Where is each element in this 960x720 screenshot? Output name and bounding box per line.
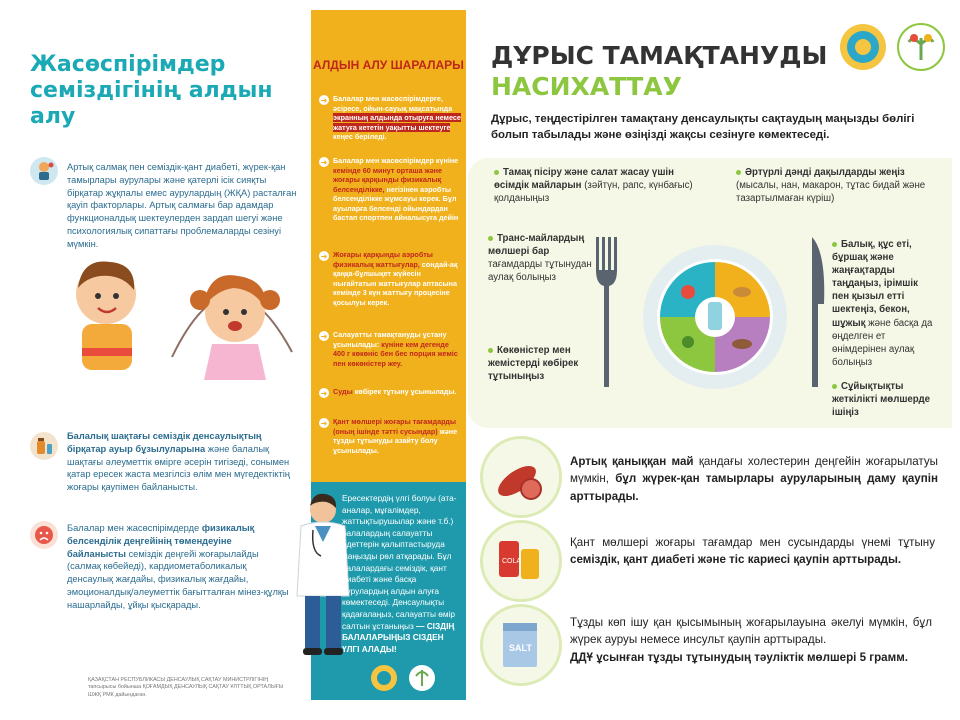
risk-item [480, 436, 950, 518]
nutrition-tip-bold: Сұйықтықты жеткілікті мөлшерде ішіңіз [832, 381, 931, 419]
prevention-item [319, 156, 462, 223]
risk-text [570, 453, 938, 505]
risk-text-a: Қант мөлшері жоғары тағамдар мен сусындарды үнемі тұтыну [570, 536, 935, 549]
kazakhstan-emblem-icon [838, 22, 888, 72]
risk-item [480, 520, 950, 602]
nutrition-tip [494, 166, 704, 205]
prevention-item-text [333, 94, 462, 142]
left-paragraph-3-rest: семіздік деңгейі жоғарылайды (салмақ көбейеді), кардиометаболикалық денсаулық жағдайы, физикалық жағдайы, эмоционалдық/әлеуметтік бағытталған мінез-құлқы нашарлайды, ұйқы қысқарады. [67, 548, 289, 610]
nutrition-tip [832, 380, 937, 419]
left-title: Жасөспірімдер семіздігінің алдын алу [30, 52, 273, 129]
arrow-right-icon: ➜ [320, 157, 328, 167]
prevention-item-text-b: көбірек тұтыну ұсынылады. [352, 387, 457, 396]
arrow-right-icon: ➜ [320, 251, 328, 261]
left-paragraph-2-rest: және балалық шақтағы әлеуметтік өмірге әсерін тигізеді, сонымен қатар ересек жаста мезгілсіз өлім мен мүгедектіктің жоғары қаупімен байланысты. [67, 443, 290, 493]
sad-face-icon [30, 521, 58, 549]
left-paragraph-2 [67, 430, 303, 494]
left-paragraph-3 [67, 522, 289, 612]
nutrition-tip-bold: Тамақ пісіру және салат жасау үшін өсімдік майларын [494, 167, 674, 192]
prevention-panel [311, 10, 466, 482]
bullet-icon [736, 170, 741, 175]
bread-icon [733, 287, 751, 297]
left-paragraph-3-start: Балалар мен жасөспірімдерде [67, 523, 202, 533]
prevention-item-text-highlight: Жоғары қарқынды аэробты физикалық жаттығулар, [333, 250, 433, 269]
prevention-item-text-highlight: кемінде 60 минут орташа және жоғары қарқынды физикалық белсенділікке, [333, 165, 443, 194]
risk-item [480, 604, 950, 686]
left-paragraph-2-bold: Балалық шақтағы семіздік денсаулықтың бірқатар ауыр бұзылуларына [67, 431, 262, 454]
cola-label: COLA [502, 558, 522, 565]
role-model-slogan: — СІЗДІҢ БАЛАЛАРЫҢЫЗ СІЗДЕН ҮЛГІ АЛАДЫ! [342, 620, 455, 654]
prevention-title: АЛДЫН АЛУ ШАРАЛАРЫ [313, 58, 464, 72]
kazakhstan-emblem-icon [370, 664, 398, 692]
header-logos [838, 22, 946, 78]
bullet-icon [488, 236, 493, 241]
healthy-plate-illustration [590, 232, 840, 392]
prevention-item-text-highlight: Қант мөлшері жоғары тағамдарды (оның ішінде тәтті сусындар) [333, 417, 457, 436]
child-scale-icon [30, 157, 58, 185]
nutrition-tip-rest: (мысалы, нан, макарон, тұтас бидай және тазартылмаған күріш) [736, 180, 926, 205]
nutrition-tip-rest: тағамдарды тұтынудан аулақ болыңыз [488, 259, 592, 284]
prevention-item [319, 250, 462, 307]
nutrition-tip-rest: (зәйтүн, рапс, күнбағыс) қолданыңыз [494, 180, 693, 205]
nutrition-tip [488, 344, 603, 383]
left-paragraph-3-bold: физикалық белсенділік деңгейінің төмендеуіне байланысты [67, 523, 255, 559]
health-center-logo-icon [896, 22, 946, 72]
medicine-bottle-icon [30, 432, 58, 460]
ministry-footer: ҚАЗАҚСТАН РЕСПУБЛИКАСЫ ДЕНСАУЛЫҚ САҚТАУ МИНИСТРЛІГІНІҢ тапсырысы бойынша ҚОҒАМДЫҚ ДЕНСАУЛЫҚ САҚТАУ ҰЛТТЫҚ ОРТАЛЫҒЫ ШЖҚ РМК дайындаған. [88, 677, 284, 698]
nutrition-tip [736, 166, 946, 205]
prevention-item-text-b: сондай-ақ қаңқа-бұлшықет жүйесін нығайтатын жаттығулар аптасына кемінде 3 күн жаттығу процесіне қосылуы керек. [333, 259, 458, 307]
prevention-item-text [333, 330, 462, 368]
prevention-item [319, 417, 462, 455]
right-title-line-2: НАСИХАТТАУ [491, 71, 682, 101]
nutrition-tip-bold: Көкөністер мен жемістерді көбірек тұтыныңыз [488, 345, 579, 383]
left-paragraph-1: Артық салмақ пен семіздік-қант диабеті, жүрек-қан тамырлары аурулары және қатерлі ісік сияқты бірқатар жұқпалы емес аурулардың (ЖҚА) расталған қауіп факторлары. Артық салмағы бар адамдар функционалдық шектеулерден зардап шегуі және психологиялық сипаттағы проблемаларды сезінуі мүмкін. [67, 162, 297, 249]
prevention-item [319, 387, 462, 398]
prevention-item-text [333, 387, 457, 398]
risk-text-b: бұл жүрек-қан тамырлары ауруларының даму қаупін арттырады. [570, 472, 938, 503]
prevention-item-text-highlight: Суды [333, 387, 353, 396]
role-model-body: Ересектердің үлгі болуы (ата-аналар, мұғалімдер, жаттықтырушылар және т.б.) балалардың салауатты әдеттерін қалыптастыруда маңызды рөл атқарады. Бұл балалардағы семіздік, қант диабеті және басқа аурулардың алдын алуға көмектеседі. Денсаулықты қадағалаңыз, салауатты өмір салтын ұстаныңыз [342, 493, 457, 631]
prevention-item-text-a: Салауатты тамақтануды ұстану ұсынылады: [333, 330, 447, 349]
nutrition-tip-bold: Балық, құс еті, бұршақ және жаңғақтарды таңдаңыз, ірімшік пен қызыл етті шектеңіз, бекон, шұжық [832, 239, 918, 329]
sausage-icon [480, 436, 562, 518]
bullet-icon [488, 348, 493, 353]
health-center-logo-icon [408, 664, 436, 692]
role-model-text [342, 493, 462, 656]
prevention-item [319, 94, 462, 142]
apple-icon [681, 285, 695, 299]
arrow-right-icon: ➜ [320, 418, 328, 428]
nutrition-tip [488, 232, 596, 284]
salt-pack-icon [480, 604, 562, 686]
kids-illustration [60, 252, 300, 382]
prevention-item-text-c: негізінен аэробты белсенділікке жұмсауы керек. Бұл ауыларға белсенді ойындардан бастап спортпен айналысуға дейін [333, 184, 459, 223]
prevention-item-text-c: кеңес беріледі. [333, 132, 387, 142]
water-bottle-icon [708, 302, 722, 330]
prevention-item-text-a: Балалар мен жасөспірімдер күніне [333, 156, 459, 165]
knife-icon [812, 237, 824, 387]
prevention-item-text-highlight: күніне кем дегенде 400 г көкөніс бен бес порция жеміс пен көкөністер жеу. [333, 339, 458, 368]
risk-text-b: семіздік, қант диабеті және тіс кариесі қаупін арттырады. [570, 553, 902, 567]
prevention-item-text-highlight: экранның алдында отыруға немесе жатуға кететін уақытты шектеуге [333, 113, 461, 132]
prevention-item-text [333, 417, 462, 455]
prevention-item-text [333, 156, 462, 223]
prevention-item-text-b: және тұзды тұтынуды азайту болу ұсынылады. [333, 426, 458, 455]
soda-can-icon [480, 520, 562, 602]
risk-text-a: Тұзды көп ішу қан қысымының жоғарылауына әкелуі мүмкін, бұл жүрек ауруы немесе инсульт қаупін арттырады. [570, 616, 932, 647]
nutrition-tip-rest: және басқа да өңделген ет өнімдерінен аулақ болыңыз [832, 317, 933, 368]
arrow-right-icon: ➜ [320, 95, 328, 105]
nutrition-tip-bold: Транс-майлардың мөлшері бар [488, 233, 585, 258]
risk-text [570, 534, 935, 569]
nutrition-tip-bold: Әртүрлі дәнді дақылдарды жеңіз [745, 167, 905, 178]
prevention-item-text-a: Балалар мен жасөспірімдерге, әсіресе, ойын-сауық мақсатында [333, 94, 453, 113]
risk-text [570, 614, 932, 666]
arrow-right-icon: ➜ [320, 331, 328, 341]
prevention-column [311, 10, 466, 700]
right-title [491, 41, 827, 103]
right-intro: Дұрыс, теңдестірілген тамақтану денсаулықты сақтаудың маңызды бөлігі болып табылады және өзіңізді жақсы сезінуге көмектеседі. [491, 113, 915, 141]
risk-text-a: қандағы холестерин деңгейін жоғарылатуы мүмкін, [570, 455, 938, 486]
bullet-icon [494, 170, 499, 175]
risk-text-b: ДДҰ ұсынған тұзды тұтынудың тәуліктік мөлшері 5 грамм. [570, 650, 909, 664]
prevention-item-text [333, 250, 462, 307]
salt-label: SALT [509, 643, 532, 653]
risk-text-bold: Артық қаныққан май [570, 455, 694, 468]
prevention-item [319, 330, 462, 368]
mid-logos [363, 664, 443, 692]
fork-icon [596, 237, 617, 387]
right-title-line-1: ДҰРЫС ТАМАҚТАНУДЫ [491, 41, 828, 70]
fish-icon [732, 339, 752, 349]
broccoli-icon [682, 336, 694, 348]
arrow-right-icon: ➜ [320, 388, 328, 398]
nutrition-tip [832, 238, 936, 369]
